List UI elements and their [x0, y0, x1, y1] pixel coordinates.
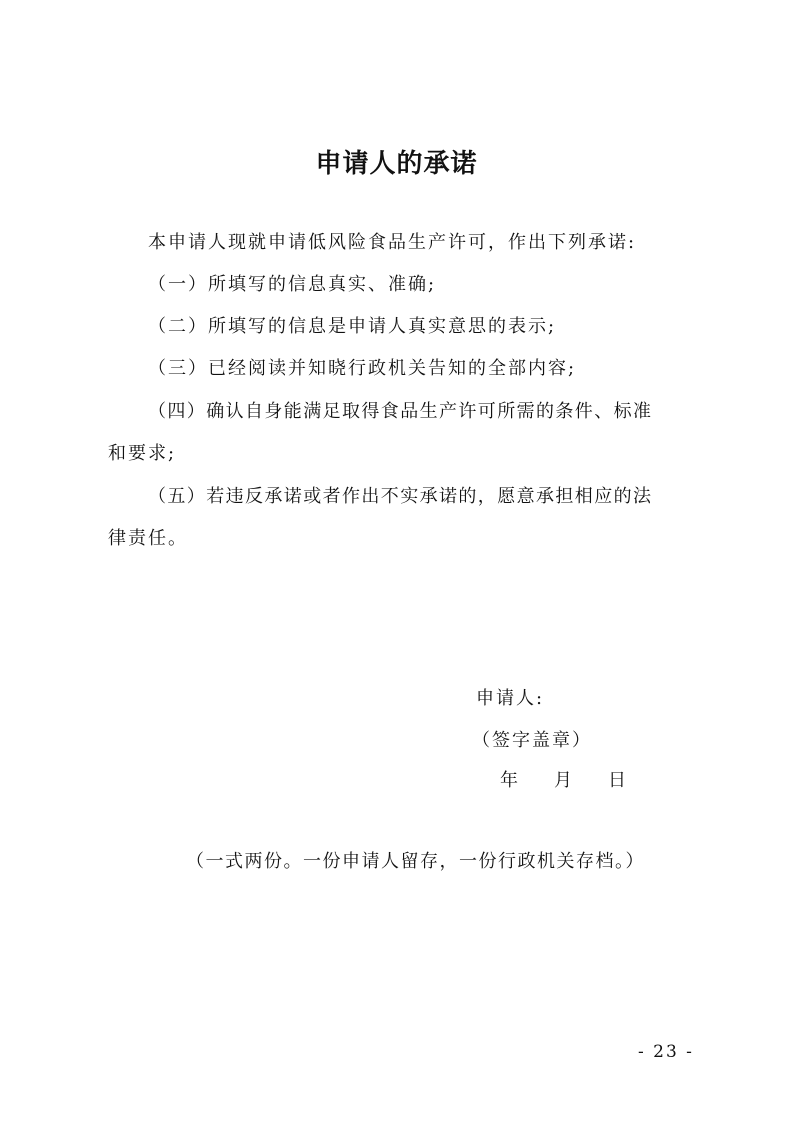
commitment-item-5-line-1: （五）若违反承诺或者作出不实承诺的，愿意承担相应的法 [148, 486, 653, 507]
commitment-item-5-line-2: 律责任。 [108, 528, 188, 549]
copies-note: （一式两份。一份申请人留存，一份行政机关存档。） [186, 851, 645, 872]
date-line [500, 766, 628, 796]
commitment-item-2: （二）所填写的信息是申请人真实意思的表示; [148, 316, 557, 337]
applicant-label: 申请人: [476, 688, 545, 709]
commitment-item-4-line-2: 和要求; [108, 443, 177, 464]
document-title: 申请人的承诺 [315, 149, 478, 179]
date-day-label: 日 [608, 770, 628, 791]
commitment-item-3: （三）已经阅读并知晓行政机关告知的全部内容; [148, 358, 577, 379]
signature-seal-label: （签字盖章） [472, 730, 592, 751]
page-number: - 23 - [638, 1042, 694, 1062]
commitment-item-1: （一）所填写的信息真实、准确; [148, 274, 437, 295]
date-year-label: 年 [500, 770, 520, 791]
intro-paragraph: 本申请人现就申请低风险食品生产许可，作出下列承诺: [148, 232, 637, 253]
commitment-item-4-line-1: （四）确认自身能满足取得食品生产许可所需的条件、标准 [148, 401, 653, 422]
date-month-label: 月 [554, 770, 574, 791]
